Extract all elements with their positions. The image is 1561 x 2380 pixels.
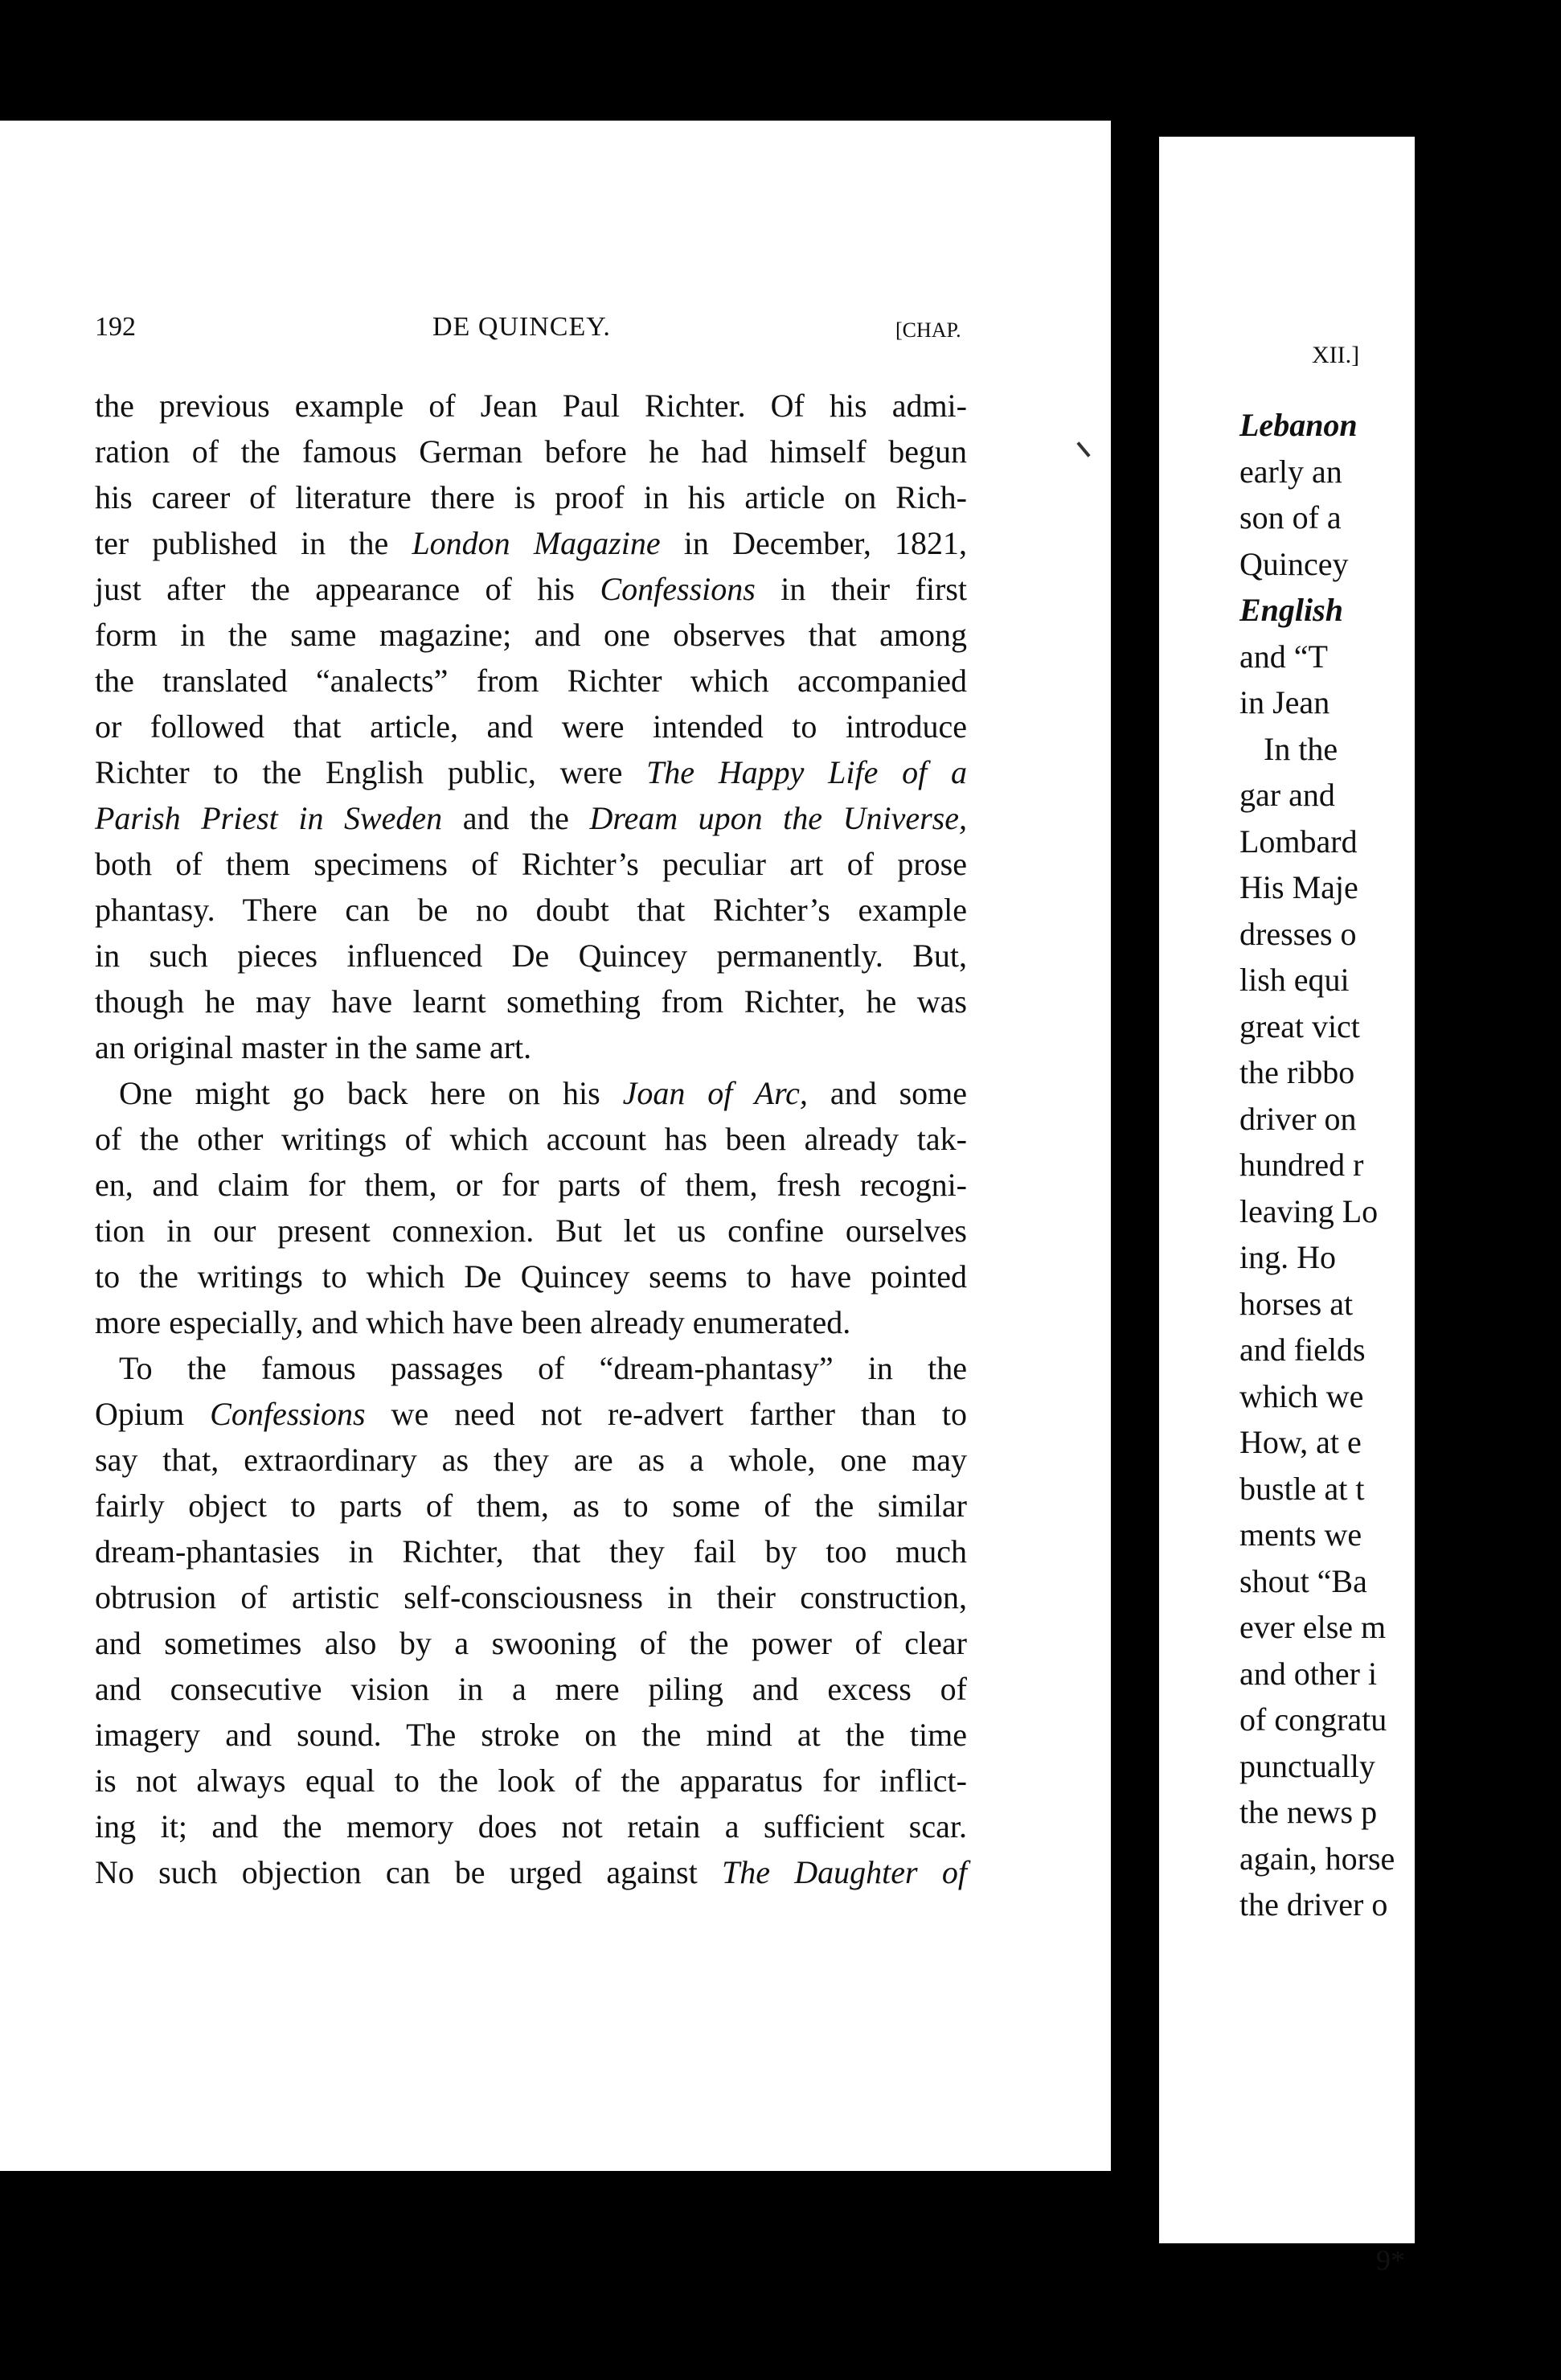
text-line: Parish Priest in Sweden and the Dream upon the Universe, — [95, 800, 967, 836]
text-line: is not always equal to the look of the apparatus for inflict- — [95, 1762, 967, 1799]
text-line: form in the same magazine; and one observes that among — [95, 617, 967, 653]
right-line: again, horse — [1239, 1840, 1395, 1877]
signature-mark: 9* — [1376, 2244, 1405, 2276]
right-line: early an — [1239, 453, 1342, 490]
right-line: driver on — [1239, 1100, 1357, 1137]
right-line: in Jean — [1239, 684, 1330, 720]
text-line: say that, extraordinary as they are as a whole, one may — [95, 1442, 967, 1478]
paragraph-start: To the famous passages of “dream-phantasy” in the — [119, 1350, 967, 1386]
right-line: dresses o — [1239, 915, 1357, 952]
right-line: ments we — [1239, 1516, 1362, 1553]
right-line: How, at e — [1239, 1424, 1362, 1460]
text-line: dream-phantasies in Richter, that they fail by too much — [95, 1533, 967, 1570]
right-line: great vict — [1239, 1007, 1360, 1044]
right-line: punctually — [1239, 1747, 1375, 1784]
right-line: Lebanon — [1239, 407, 1358, 443]
right-page-text — [1239, 402, 1561, 1928]
right-line: son of a — [1239, 499, 1342, 536]
right-book-page — [1159, 137, 1415, 2276]
text-line: and consecutive vision in a mere piling and excess of — [95, 1671, 967, 1707]
right-line: of congratu — [1239, 1701, 1387, 1738]
text-line: the translated “analects” from Richter which accompanied — [95, 663, 967, 699]
text-line: just after the appearance of his Confessions in their first — [95, 571, 967, 607]
book-gutter — [1111, 121, 1159, 2243]
text-line: of the other writings of which account has been already tak- — [95, 1121, 967, 1157]
text-line: No such objection can be urged against The Daughter of — [95, 1854, 968, 1890]
right-line: ing. Ho — [1239, 1239, 1336, 1275]
text-line: phantasy. There can be no doubt that Richter’s example — [95, 892, 967, 928]
right-line: which we — [1239, 1377, 1364, 1414]
text-line: ing it; and the memory does not retain a sufficient scar. — [95, 1808, 967, 1844]
body-text — [95, 383, 967, 1895]
text-line: ration of the famous German before he had himself begun — [95, 433, 967, 470]
right-line: lish equi — [1239, 962, 1350, 998]
chapter-mark: [CHAP. — [895, 318, 961, 342]
text-line: to the writings to which De Quincey seems to have pointed — [95, 1258, 967, 1295]
page-number: 192 — [95, 312, 136, 342]
right-line: and other i — [1239, 1655, 1378, 1692]
paragraph-start: One might go back here on his Joan of Arc, and some — [119, 1075, 967, 1111]
text-line: imagery and sound. The stroke on the mind at the time — [95, 1717, 967, 1753]
text-line: though he may have learnt something from Richter, he was — [95, 983, 967, 1020]
right-line: leaving Lo — [1239, 1192, 1379, 1229]
text-line: in such pieces influenced De Quincey permanently. But, — [95, 938, 967, 974]
text-line: both of them specimens of Richter’s peculiar art of prose — [95, 846, 967, 882]
right-line: Quincey — [1239, 545, 1349, 582]
right-line: and “T — [1239, 638, 1328, 675]
text-line: and sometimes also by a swooning of the power of clear — [95, 1625, 967, 1661]
right-line: Lombard — [1239, 823, 1358, 860]
text-line: or followed that article, and were intended to introduce — [95, 708, 967, 745]
text-line: more especially, and which have been already enumerated. — [95, 1304, 851, 1340]
text-line: Opium Confessions we need not re-advert farther than to — [95, 1396, 967, 1432]
text-line: his career of literature there is proof in his article on Rich- — [95, 479, 967, 515]
right-line: and fields — [1239, 1332, 1366, 1368]
right-line: His Maje — [1239, 869, 1358, 905]
text-line: ter published in the London Magazine in December, 1821, — [95, 525, 968, 561]
text-line: en, and claim for them, or for parts of them, fresh recogni- — [95, 1167, 967, 1203]
text-line: fairly object to parts of them, as to some of the similar — [95, 1488, 967, 1524]
right-line: In the — [1264, 730, 1338, 767]
text-line: Richter to the English public, were The Happy Life of a — [95, 754, 967, 790]
scan-top-border — [0, 0, 1415, 121]
running-title: DE QUINCEY. — [432, 312, 611, 342]
right-line: ever else m — [1239, 1609, 1387, 1645]
right-line: hundred r — [1239, 1147, 1364, 1183]
right-line: horses at — [1239, 1285, 1354, 1322]
right-line: gar and — [1239, 777, 1335, 813]
scan-bottom-border — [0, 2171, 1111, 2380]
right-line: the ribbo — [1239, 1054, 1355, 1090]
text-line: tion in our present connexion. But let us confine ourselves — [95, 1213, 967, 1249]
right-line: shout “Ba — [1239, 1562, 1367, 1599]
text-line: obtrusion of artistic self-consciousness in their construction, — [95, 1579, 967, 1615]
right-line: English — [1239, 592, 1343, 628]
right-line: the news p — [1239, 1794, 1378, 1830]
right-line: the driver o — [1239, 1886, 1388, 1922]
right-line: bustle at t — [1239, 1470, 1365, 1507]
text-line: an original master in the same art. — [95, 1029, 532, 1065]
running-head — [95, 312, 979, 352]
right-running-head: XII.] — [1312, 342, 1360, 368]
text-line: the previous example of Jean Paul Richter. Of his admi- — [95, 388, 967, 424]
